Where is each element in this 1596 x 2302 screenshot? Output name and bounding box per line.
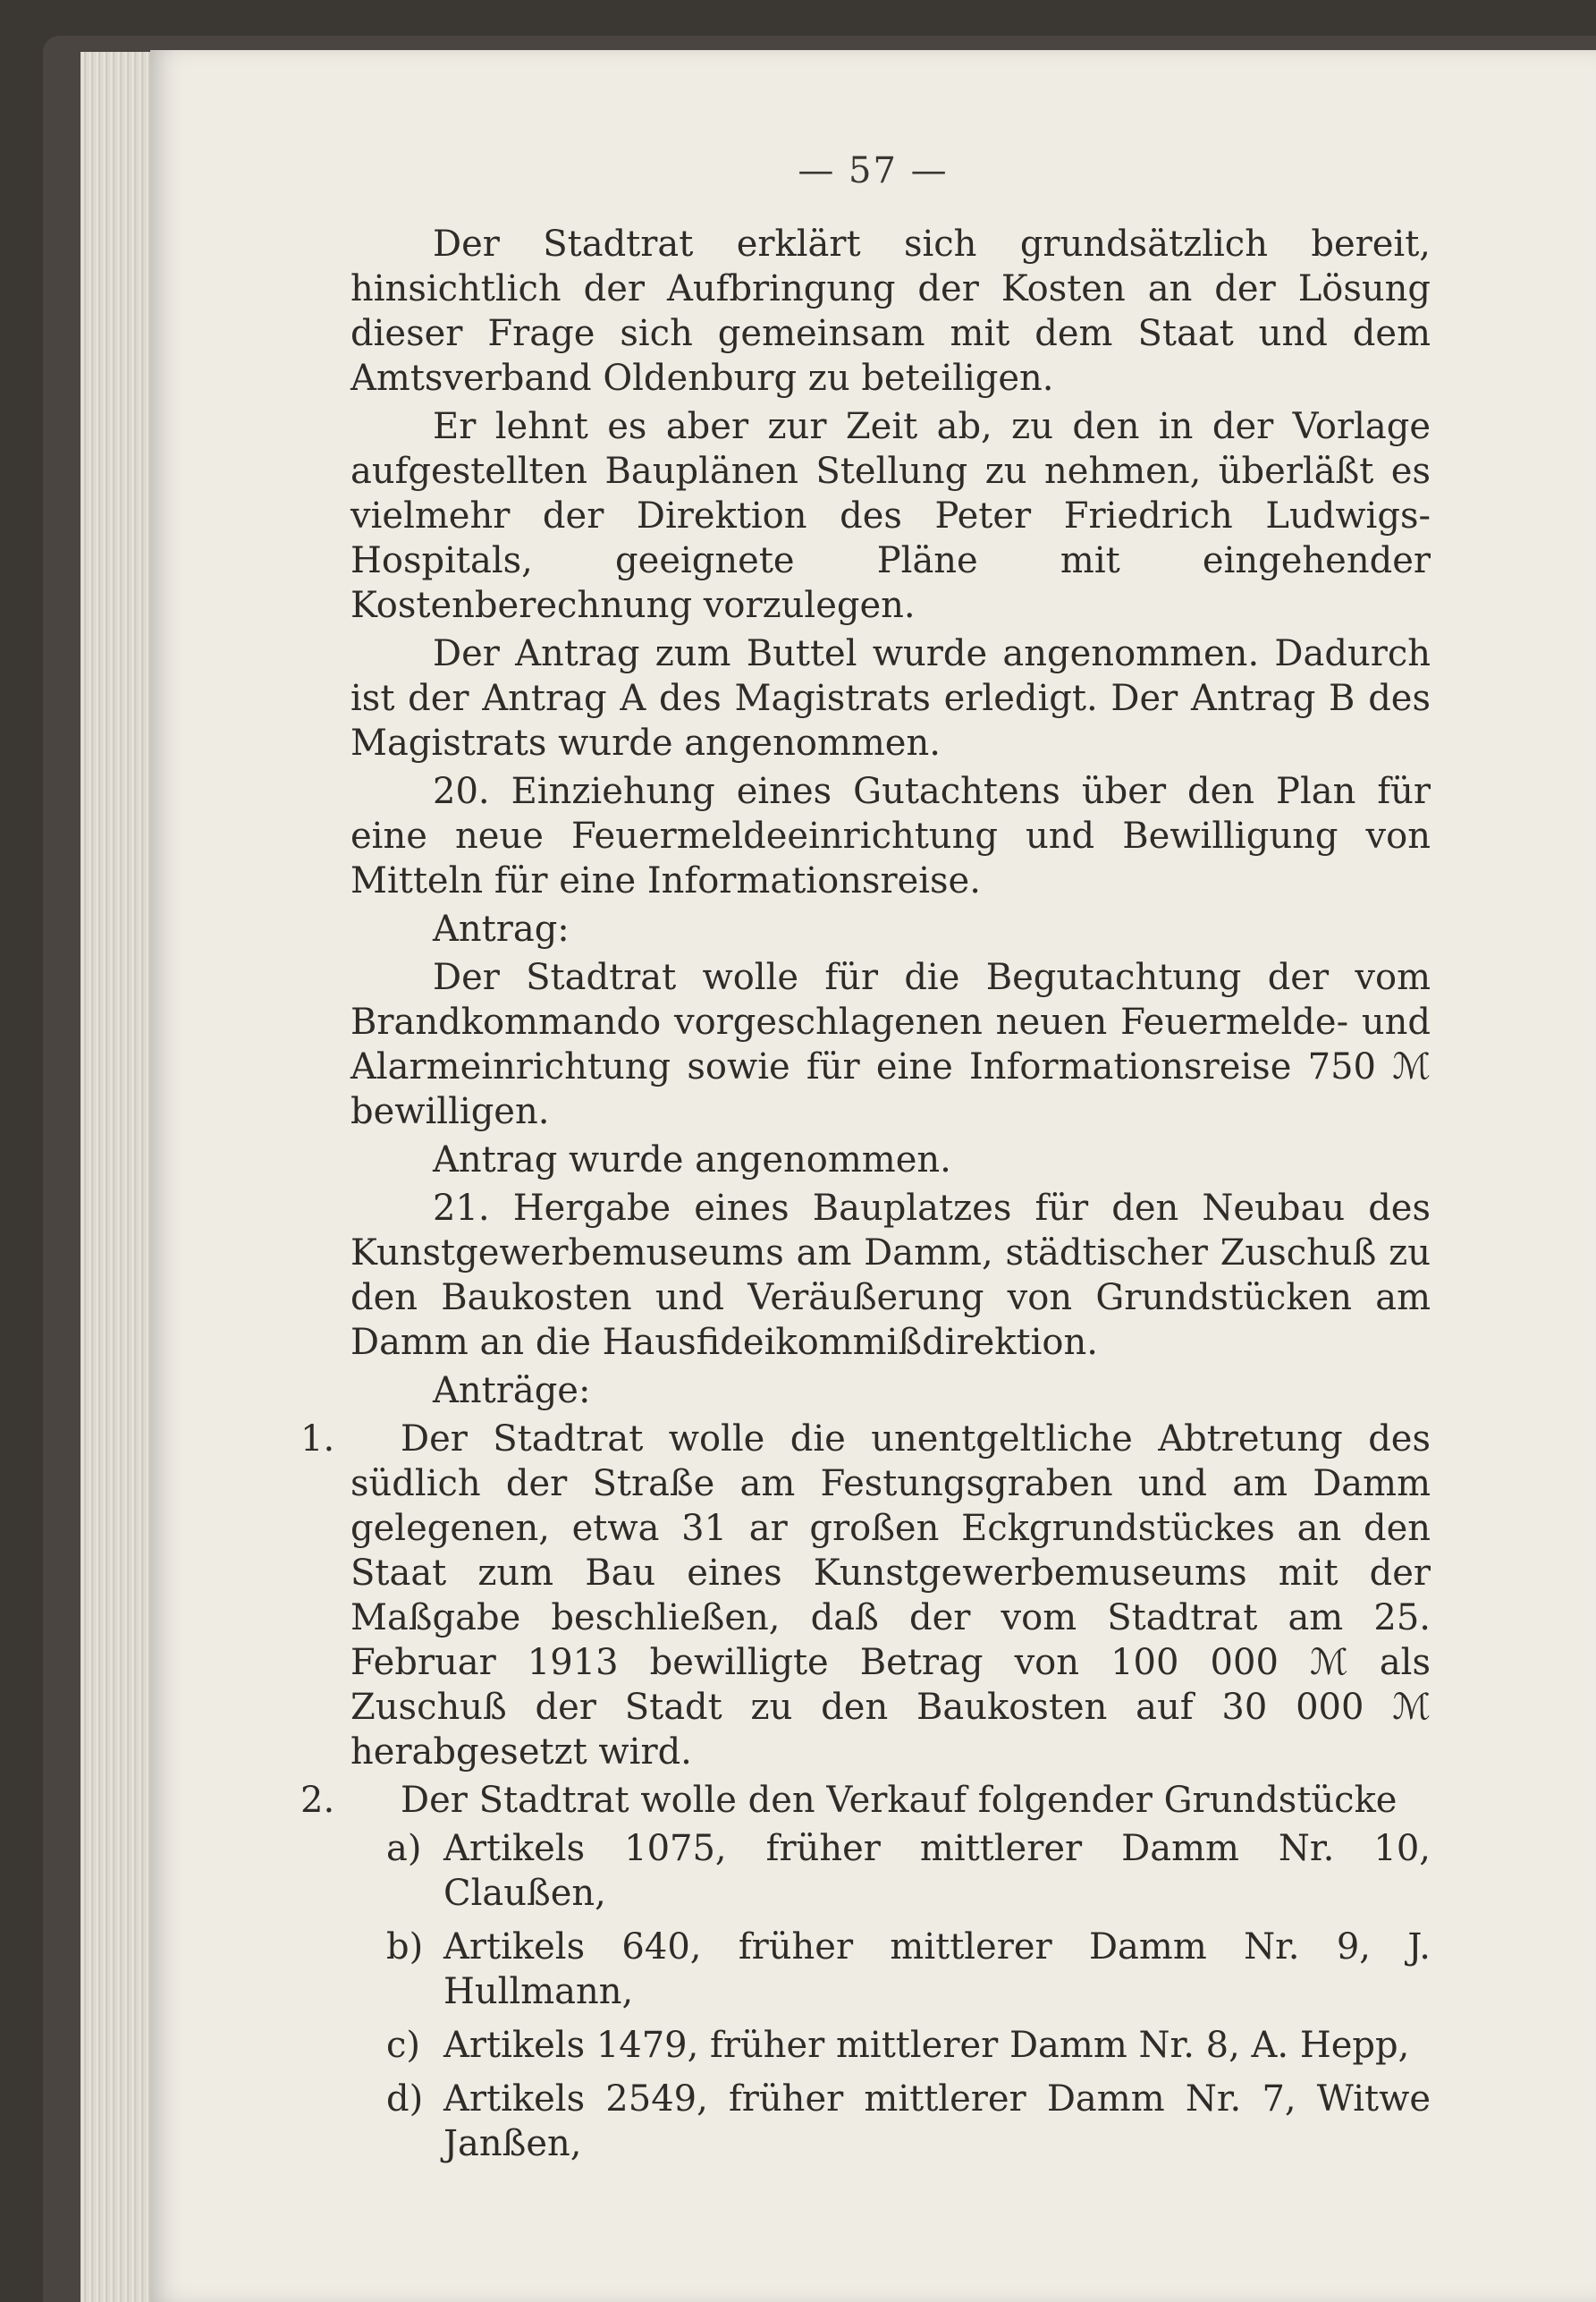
- sub-list-letter: b): [386, 1926, 424, 1968]
- list-item-number: 1.: [300, 1418, 335, 1460]
- sub-list-item: [350, 1925, 1431, 2014]
- list-item-text: Der Stadtrat wolle die unentgeltliche Abtretung des südlich der Straße am Festungsgraben und am Damm gelegenen, etwa 31 ar großen Eckgrundstückes an den Staat zum Bau eines Kunstgewerbemuseums mit der Maßgabe beschließen, daß der vom Stadtrat am 25. Februar 1913 bewilligte Betrag von 100 000 ℳ als Zuschuß der Stadt zu den Baukosten auf 30 000 ℳ herabgesetzt wird.: [350, 1418, 1431, 1773]
- paragraph: Er lehnt es aber zur Zeit ab, zu den in der Vorlage aufgestellten Bauplänen Stellung zu nehmen, überläßt es vielmehr der Direktion des Peter Friedrich Ludwigs-Hospitals, geeignete Pläne mit eingehender Kostenberechnung vorzulegen.: [350, 406, 1431, 626]
- paragraph: Antrag wurde angenommen.: [433, 1139, 951, 1181]
- sub-list-text: Artikels 1479, früher mittlerer Damm Nr. 8, A. Hepp,: [443, 2025, 1410, 2066]
- list-item-number: 2.: [300, 1780, 335, 1821]
- list-item: [300, 1778, 1431, 1823]
- sub-list-text: Artikels 640, früher mittlerer Damm Nr. 9, J. Hullmann,: [443, 1926, 1431, 2012]
- sub-list-text: Artikels 1075, früher mittlerer Damm Nr. 10, Claußen,: [443, 1828, 1431, 1914]
- motions-label: Anträge:: [433, 1370, 591, 1411]
- page-edges: [80, 52, 161, 2302]
- sub-list-item: [350, 2023, 1431, 2068]
- paragraph: Der Stadtrat wolle für die Begutachtung der vom Brandkommando vorgeschlagenen neuen Feuermelde- und Alarmeinrichtung sowie für eine Informationsreise 750 ℳ bewilligen.: [350, 957, 1431, 1132]
- section-heading-20: 20. Einziehung eines Gutachtens über den Plan für eine neue Feuermeldeeinrichtung und Bewilligung von Mitteln für eine Informationsreise.: [350, 771, 1431, 901]
- paragraph: Der Stadtrat erklärt sich grundsätzlich bereit, hinsichtlich der Aufbringung der Kosten an der Lösung dieser Frage sich gemeinsam mit dem Staat und dem Amtsverband Oldenburg zu beteiligen.: [350, 224, 1431, 399]
- page-number: — 57 —: [798, 150, 949, 191]
- sub-list-item: [350, 1826, 1431, 1916]
- page-body: [300, 222, 1431, 2175]
- sub-list-letter: a): [386, 1828, 422, 1869]
- sub-list-text: Artikels 2549, früher mittlerer Damm Nr. 7, Witwe Janßen,: [443, 2078, 1431, 2164]
- section-heading-21: 21. Hergabe eines Bauplatzes für den Neubau des Kunstgewerbemuseums am Damm, städtischer Zuschuß zu den Baukosten und Veräußerung von Grundstücken am Damm an die Hausfideikommißdirektion.: [350, 1188, 1431, 1363]
- motion-label: Antrag:: [433, 909, 570, 950]
- paragraph: Der Antrag zum Buttel wurde angenommen. Dadurch ist der Antrag A des Magistrats erledigt. Der Antrag B des Magistrats wurde angenommen.: [350, 633, 1431, 764]
- list-item-text: Der Stadtrat wolle den Verkauf folgender Grundstücke: [401, 1780, 1398, 1821]
- sub-list-item: [350, 2077, 1431, 2166]
- sub-list-letter: d): [386, 2078, 424, 2120]
- sub-list-letter: c): [386, 2025, 421, 2066]
- list-item: [300, 1417, 1431, 1774]
